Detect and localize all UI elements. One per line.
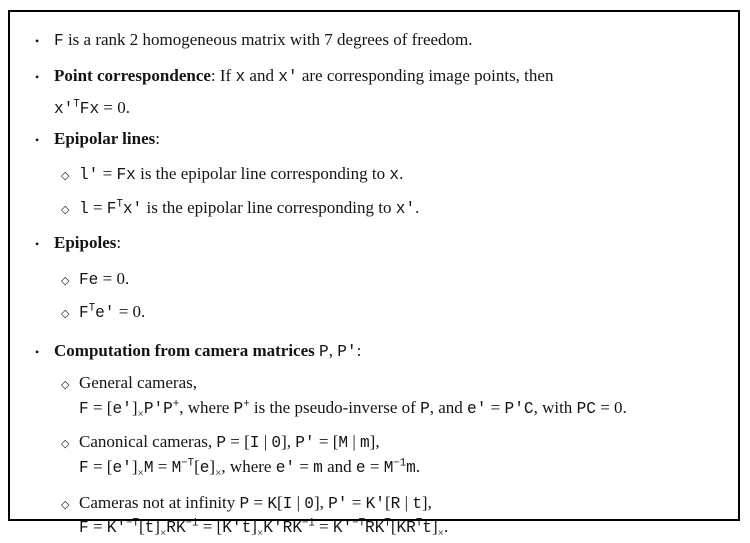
sub-list-item-text: General cameras, (79, 373, 197, 392)
diamond-icon: ◇ (61, 204, 70, 216)
diamond-icon: ◇ (61, 438, 70, 450)
bullet-icon: • (35, 70, 40, 84)
sub-list-item (20, 297, 730, 329)
sub-list-item-continuation (20, 452, 730, 483)
diamond-icon: ◇ (61, 499, 70, 511)
list-item (20, 25, 730, 56)
bullet-icon: • (35, 34, 40, 48)
sub-list-item-text: Fe = 0. (79, 269, 130, 289)
sub-list-item-text: $l = F^Tx'$ is the epipolar line corresponding to x′. (79, 198, 420, 218)
sub-list-item-text: $F^Te' = 0$. (79, 302, 146, 322)
bullet-icon: • (35, 133, 40, 147)
bullet-icon: • (35, 237, 40, 251)
formula-text: $F = [e']_\times P'P^+$, where P+ is the pseudo-inverse of P, and e′ = P′C, with PC = 0. (79, 398, 627, 421)
sub-list-item-continuation (20, 393, 730, 424)
diamond-icon: ◇ (61, 379, 70, 391)
list-item (20, 228, 730, 259)
diamond-icon: ◇ (61, 275, 70, 287)
formula-text: $F = [e']_\times M = M^{-T}[e]_\times$, where e′ = m and $e = M^{-1}m$. (79, 457, 421, 480)
sub-list-item-text: l′ = Fx is the epipolar line corresponding to x. (79, 164, 404, 184)
diamond-icon: ◇ (61, 308, 70, 320)
sub-list-item (20, 193, 730, 225)
sub-list-item (20, 159, 730, 191)
sub-list-item-text: Cameras not at infinity P = K[I | 0], P′ = K′[R | t], (79, 493, 432, 513)
list-item-text: F is a rank 2 homogeneous matrix with 7 degrees of freedom. (54, 30, 473, 50)
section-heading: Epipolar lines: (54, 129, 160, 148)
list-item (20, 124, 730, 155)
formula-text: $F = K'^{-T}[t]_\times RK^{-1} = [K't]_\times K'RK^{-1} = K'^{-T}RK^T[KR^Tt]_\times$. (79, 517, 449, 540)
formula-text: $x'^TFx = 0$. (54, 98, 130, 118)
list-item-text: Point correspondence: If x and x′ are corresponding image points, then (54, 66, 554, 86)
sub-list-item-text: Canonical cameras, P = [I | 0], P′ = [M | m], (79, 432, 380, 452)
section-heading: Computation from camera matrices P, P′: (54, 341, 362, 361)
list-item (20, 336, 730, 367)
list-item-continuation (20, 93, 730, 124)
diamond-icon: ◇ (61, 170, 70, 182)
bullet-icon: • (35, 345, 40, 359)
document-frame (8, 10, 740, 540)
sub-list-item (20, 264, 730, 296)
list-item (20, 61, 730, 92)
section-heading: Epipoles: (54, 233, 122, 252)
